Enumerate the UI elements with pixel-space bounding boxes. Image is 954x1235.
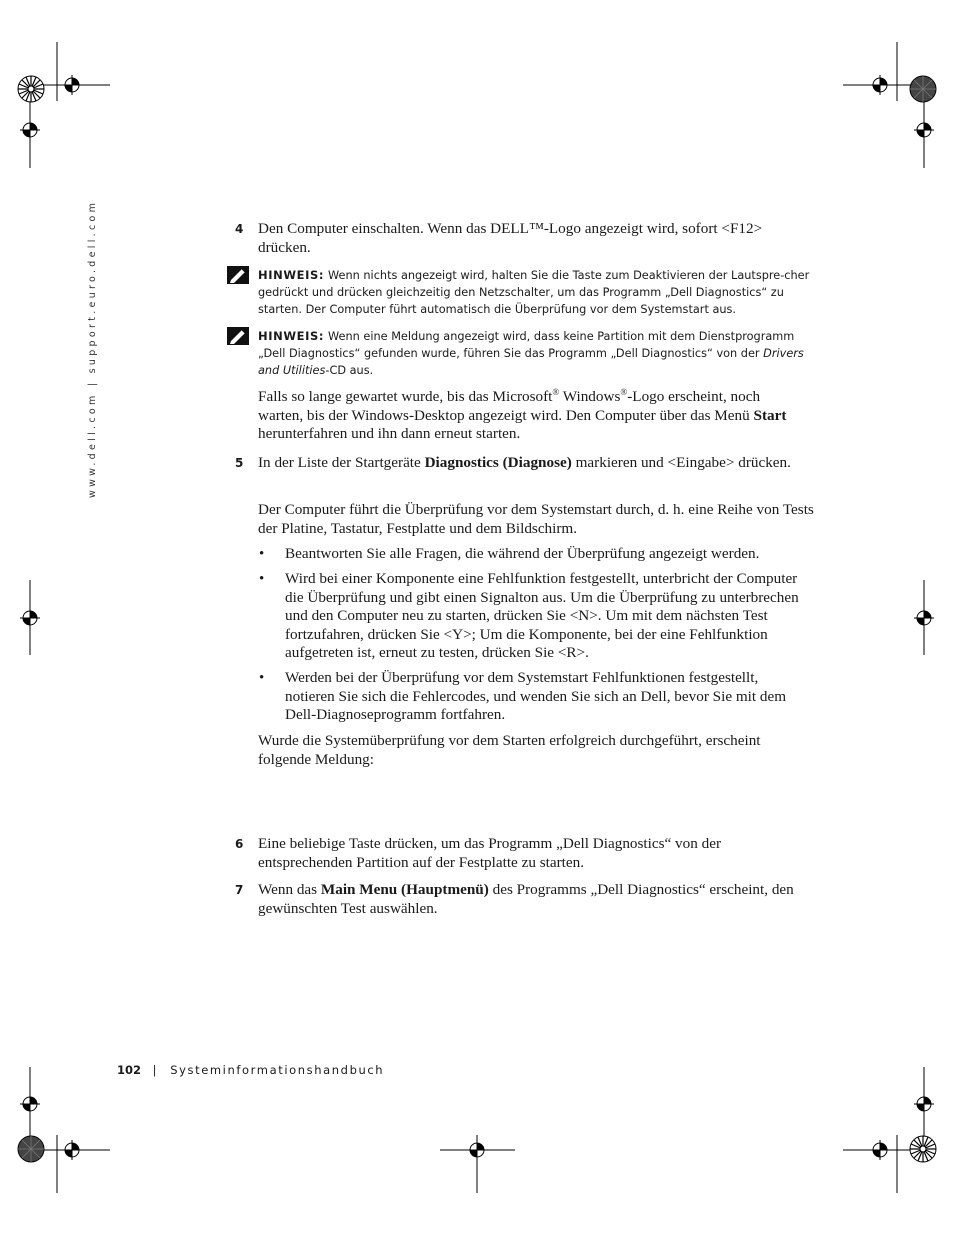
bullet-text: Werden bei der Überprüfung vor dem Systemstart Fehlfunktionen festgestellt, notieren Sie sich die Fehlercodes, und wenden Sie sich an Dell, bevor Sie mit dem Dell-Diagnoseprogramm fortfahren. <box>285 669 787 724</box>
step-text-part: Wenn das <box>258 881 321 898</box>
page-footer <box>117 1063 384 1077</box>
step-text-part: In der Liste der Startgeräte <box>258 454 425 471</box>
page-number: 102 <box>117 1063 142 1077</box>
note-hinweis <box>258 328 818 379</box>
bullet-text: Beantworten Sie alle Fragen, die während der Überprüfung angezeigt werden. <box>285 545 760 562</box>
registration-starburst-icon <box>909 75 937 103</box>
step-text: Eine beliebige Taste drücken, um das Programm „Dell Diagnostics“ von der entsprechenden Partition auf der Festplatte zu starten. <box>258 835 722 871</box>
registration-crosshair-icon <box>914 1094 934 1114</box>
paragraph <box>258 388 808 444</box>
bullet-mark: • <box>259 670 265 686</box>
registration-crosshair-icon <box>20 1094 40 1114</box>
registration-crosshair-icon <box>20 608 40 628</box>
bullet-mark: • <box>259 546 265 562</box>
registration-crosshair-icon <box>914 120 934 140</box>
bullet-mark: • <box>259 571 265 587</box>
paragraph: Der Computer führt die Überprüfung vor dem Systemstart durch, d. h. eine Reihe von Tests der Platine, Tastatur, Festplatte und dem Bildschirm. <box>258 501 814 537</box>
menu-name: Start <box>753 406 787 424</box>
note-italic-text: Drivers and Utilities <box>258 346 804 377</box>
registration-crosshair-icon <box>62 1140 82 1160</box>
step-text <box>258 881 813 918</box>
note-label: HINWEIS: <box>258 329 325 343</box>
step-text-part: markieren und <Eingabe> drücken. <box>571 454 791 471</box>
sidebar-url: www.dell.com | support.euro.dell.com <box>87 199 98 498</box>
paragraph-text: Falls so lange gewartet wurde, bis das Microsoft <box>258 388 553 405</box>
note-label: HINWEIS: <box>258 268 325 282</box>
registered-mark: ® <box>620 386 628 397</box>
paragraph-text: -Logo erscheint, noch warten, bis der Windows-Desktop angezeigt wird. Den Computer über das Menü <box>258 388 761 424</box>
note-text: Wenn nichts angezeigt wird, halten Sie die Taste zum Deaktivieren der Lautspre-cher gedrückt und drücken gleichzeitig den Netzschalter, um das Programm „Dell Diagnostics“ zu starten. Der Computer führt automatisch die Überprüfung vor dem Systemstart aus. <box>258 269 810 316</box>
step-text: Den Computer einschalten. Wenn das DELL™-Logo angezeigt wird, sofort <F12> drücken. <box>258 220 763 256</box>
registration-crosshair-icon <box>870 1140 890 1160</box>
registration-starburst-icon <box>17 75 45 103</box>
registration-starburst-icon <box>17 1135 45 1163</box>
bullet-text: Wird bei einer Komponente eine Fehlfunktion festgestellt, unterbricht der Computer die Überprüfung und gibt einen Signalton aus. Um die Überprüfung zu unterbrechen und den Computer neu zu starten, drücken Sie <N>. Um mit dem nächsten Test fortzufahren, drücken Sie <Y>; Um die Komponente, bei der eine Fehlfunktion aufgetreten ist, erneut zu testen, drücken Sie <R>. <box>285 570 799 662</box>
step-number: 4 <box>235 222 244 236</box>
paragraph-text: Windows <box>559 388 621 405</box>
registration-crosshair-icon <box>467 1140 487 1160</box>
registration-starburst-icon <box>909 1135 937 1163</box>
registration-crosshair-icon <box>870 75 890 95</box>
step-number: 5 <box>235 456 244 470</box>
note-text: -CD aus. <box>325 363 374 377</box>
registration-crosshair-icon <box>914 608 934 628</box>
step-text <box>258 454 798 473</box>
note-pencil-icon <box>227 266 249 284</box>
step-bold-text: Main Menu (Hauptmenü) <box>320 881 489 898</box>
note-hinweis <box>258 267 818 318</box>
footer-title: Systeminformationshandbuch <box>170 1063 385 1077</box>
paragraph-text: herunterfahren und ihn dann erneut starten. <box>258 425 521 443</box>
note-pencil-icon <box>227 327 249 345</box>
paragraph: Wurde die Systemüberprüfung vor dem Starten erfolgreich durchgeführt, erscheint folgende Meldung: <box>258 732 761 768</box>
step-number: 7 <box>235 883 244 897</box>
registered-mark: ® <box>552 386 560 397</box>
registration-crosshair-icon <box>62 75 82 95</box>
registration-crosshair-icon <box>20 120 40 140</box>
step-number: 6 <box>235 837 244 851</box>
footer-separator: | <box>152 1063 157 1077</box>
step-bold-text: Diagnostics (Diagnose) <box>424 454 572 471</box>
note-text: Wenn eine Meldung angezeigt wird, dass keine Partition mit dem Dienstprogramm „Dell Diagnostics“ gefunden wurde, führen Sie das Programm „Dell Diagnostics“ von der <box>258 330 795 360</box>
step-text-part: des Programms „Dell Diagnostics“ erscheint, den gewünschten Test auswählen. <box>258 881 794 917</box>
